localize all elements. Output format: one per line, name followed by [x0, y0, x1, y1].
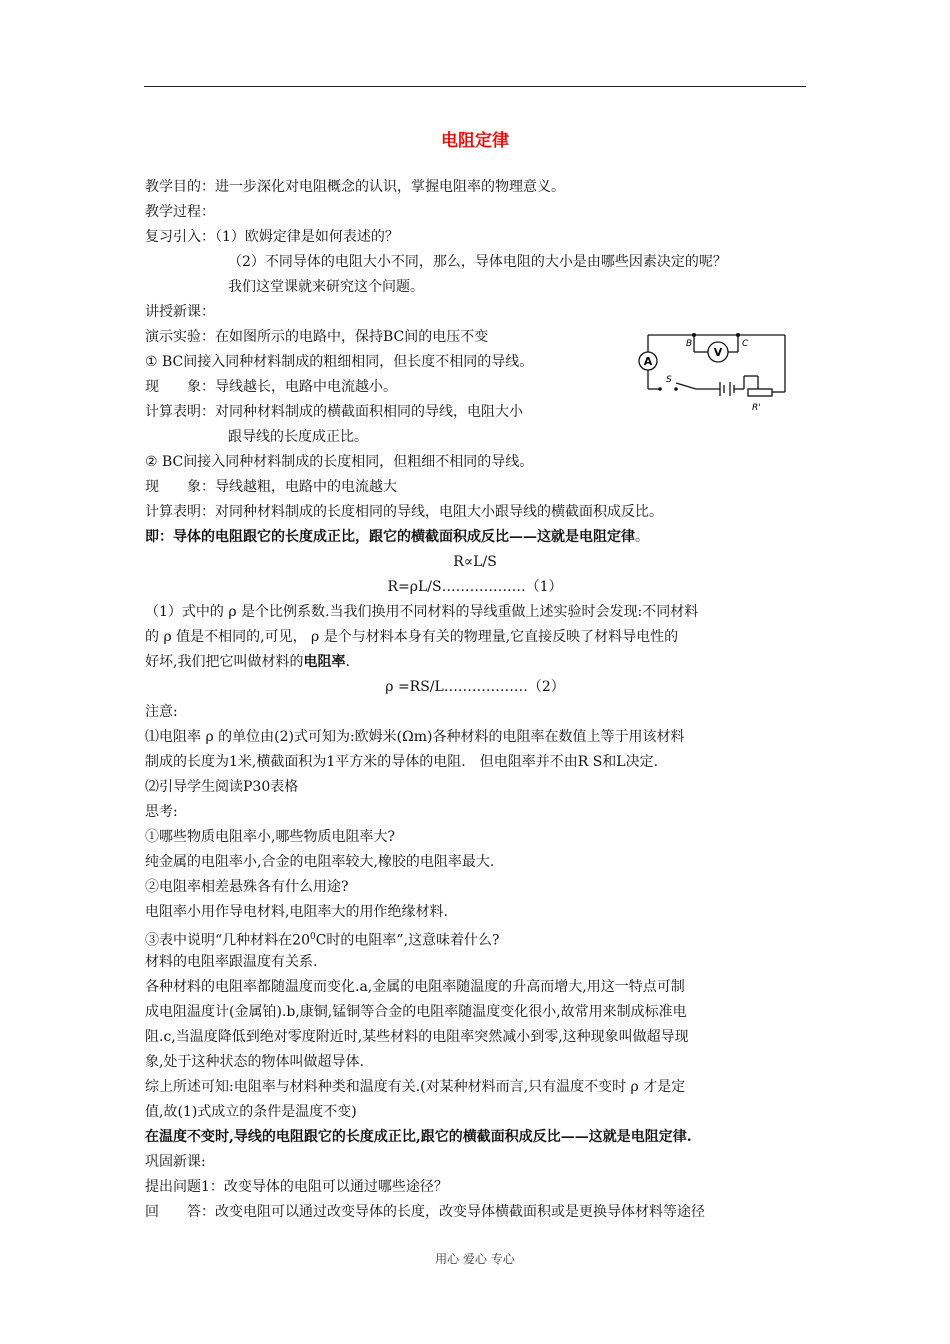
- line-review-q2: （2）不同导体的电阻大小不同，那么，导体电阻的大小是由哪些因素决定的呢？: [228, 254, 727, 270]
- line-think-q1: ①哪些物质电阻率小,哪些物质电阻率大?: [145, 829, 395, 845]
- line-note-2: ⑵引导学生阅读P30表格: [145, 779, 299, 795]
- rheostat-label: R': [752, 403, 761, 413]
- line-rho-3: [145, 653, 350, 671]
- line-case-1: ① BC间接入同种材料制成的粗细相同，但长度不相同的导线。: [145, 354, 534, 370]
- line-calc-2: 计算表明：对同种材料制成的长度相同的导线，电阻大小跟导线的横截面积成反比。: [145, 504, 663, 520]
- line-new-lesson: 讲授新课：: [145, 304, 215, 320]
- law-statement-period: 。: [635, 529, 649, 545]
- q3-superscript: 0: [309, 932, 316, 942]
- line-demo: 演示实验：在如图所示的电路中，保持BC间的电压不变: [145, 329, 489, 345]
- line-think-q3: [145, 928, 500, 950]
- line-think-q2: ②电阻率相差悬殊各有什么用途?: [145, 879, 349, 895]
- line-objective: 教学目的：进一步深化对电阻概念的认识，掌握电阻率的物理意义。: [145, 179, 565, 195]
- line-law-statement: [145, 528, 649, 546]
- node-b: [692, 333, 696, 337]
- line-question-1: 提出问题1：改变导体的电阻可以通过哪些途径？: [145, 1179, 448, 1195]
- line-law-final: 在温度不变时,导线的电阻跟它的长度成正比,跟它的横截面积成反比——这就是电阻定律.: [145, 1129, 692, 1145]
- circuit-diagram: [632, 326, 792, 420]
- q3-text-b: C时的电阻率”,这意味着什么?: [315, 932, 500, 949]
- line-phenomenon-2: 现 象：导线越粗，电路中的电流越大: [145, 479, 397, 495]
- line-think: 思考:: [145, 804, 178, 820]
- line-summary-1: 综上所述可知:电阻率与材料种类和温度有关.(对某种材料而言,只有温度不变时 ρ 才是定: [145, 1079, 686, 1095]
- page-footer: 用心 爱心 专心: [435, 1252, 515, 1266]
- line-note: 注意:: [145, 704, 178, 720]
- line-review: 复习引入：（1）欧姆定律是如何表述的？: [145, 229, 399, 245]
- law-statement-bold: 即：导体的电阻跟它的长度成正比，跟它的横截面积成反比——这就是电阻定律: [145, 529, 635, 545]
- line-temp-2: 成电阻温度计(金属铂).b,康铜,锰铜等合金的电阻率随温度变化很小,故常用来制成标准电: [145, 1004, 687, 1020]
- line-review-q2-cont: 我们这堂课就来研究这个问题。: [228, 279, 424, 295]
- line-phenomenon-1: 现 象：导线越长，电路中电流越小。: [145, 379, 397, 395]
- voltmeter-label: V: [713, 346, 723, 359]
- line-summary-2: 值,故(1)式成立的条件是温度不变): [145, 1104, 357, 1120]
- line-consolidate: 巩固新课:: [145, 1154, 206, 1170]
- line-temp-4: 象,处于这种状态的物体叫做超导体.: [145, 1054, 364, 1070]
- rho-3-text: 好坏,我们把它叫做材料的: [145, 654, 304, 670]
- line-think-a3: 材料的电阻率跟温度有关系.: [145, 954, 318, 970]
- node-c: [736, 333, 740, 337]
- rheostat-body: [748, 389, 772, 396]
- line-note-1: ⑴电阻率 ρ 的单位由(2)式可知为:欧姆米(Ωm)各种材料的电阻率在数值上等于用该材料: [145, 729, 685, 745]
- ammeter-label: A: [643, 355, 653, 368]
- switch-label: S: [666, 375, 672, 385]
- node-b-label: B: [686, 339, 693, 349]
- node-c-label: C: [742, 339, 749, 349]
- rho-3-period: .: [345, 654, 350, 670]
- line-calc-1-cont: 跟导线的长度成正比。: [228, 429, 368, 445]
- page-title: 电阻定律: [441, 131, 509, 151]
- formula-1: R=ρL/S………………（1）: [387, 579, 563, 595]
- line-rho-2: 的 ρ 值是不相同的,可见， ρ 是个与材料本身有关的物理量,它直接反映了材料导电性的: [145, 629, 679, 645]
- line-temp-1: 各种材料的电阻率都随温度而变化.a,金属的电阻率随温度的升高而增大,用这一特点可制: [145, 979, 685, 995]
- line-think-a2: 电阻率小用作导电材料,电阻率大的用作绝缘材料.: [145, 904, 448, 920]
- line-temp-3: 阻.c,当温度降低到绝对零度附近时,某些材料的电阻率突然减小到零,这种现象叫做超导现: [145, 1029, 689, 1045]
- switch-blade: [676, 383, 696, 389]
- line-answer-1: 回 答：改变电阻可以通过改变导体的长度，改变导体横截面积或是更换导体材料等途径: [145, 1204, 705, 1220]
- resistivity-term: 电阻率: [303, 654, 346, 670]
- line-think-a1: 纯金属的电阻率小,合金的电阻率较大,橡胶的电阻率最大.: [145, 854, 495, 870]
- line-process: 教学过程：: [145, 204, 215, 220]
- line-rho-1: （1）式中的 ρ 是个比例系数.当我们换用不同材料的导线重做上述实验时会发现:不同材料: [145, 604, 699, 620]
- line-note-1-cont: 制成的长度为1米,横截面积为1平方米的导体的电阻. 但电阻率并不由R S和L决定.: [145, 754, 659, 770]
- header-rule: [144, 86, 806, 87]
- q3-text-a: ③表中说明“几种材料在20: [145, 932, 310, 949]
- formula-2: ρ =RS/L………………（2）: [385, 679, 565, 695]
- line-case-2: ② BC间接入同种材料制成的长度相同，但粗细不相同的导线。: [145, 454, 534, 470]
- line-calc-1: 计算表明：对同种材料制成的横截面积相同的导线，电阻大小: [145, 404, 523, 420]
- formula-proportional: R∝L/S: [453, 554, 497, 570]
